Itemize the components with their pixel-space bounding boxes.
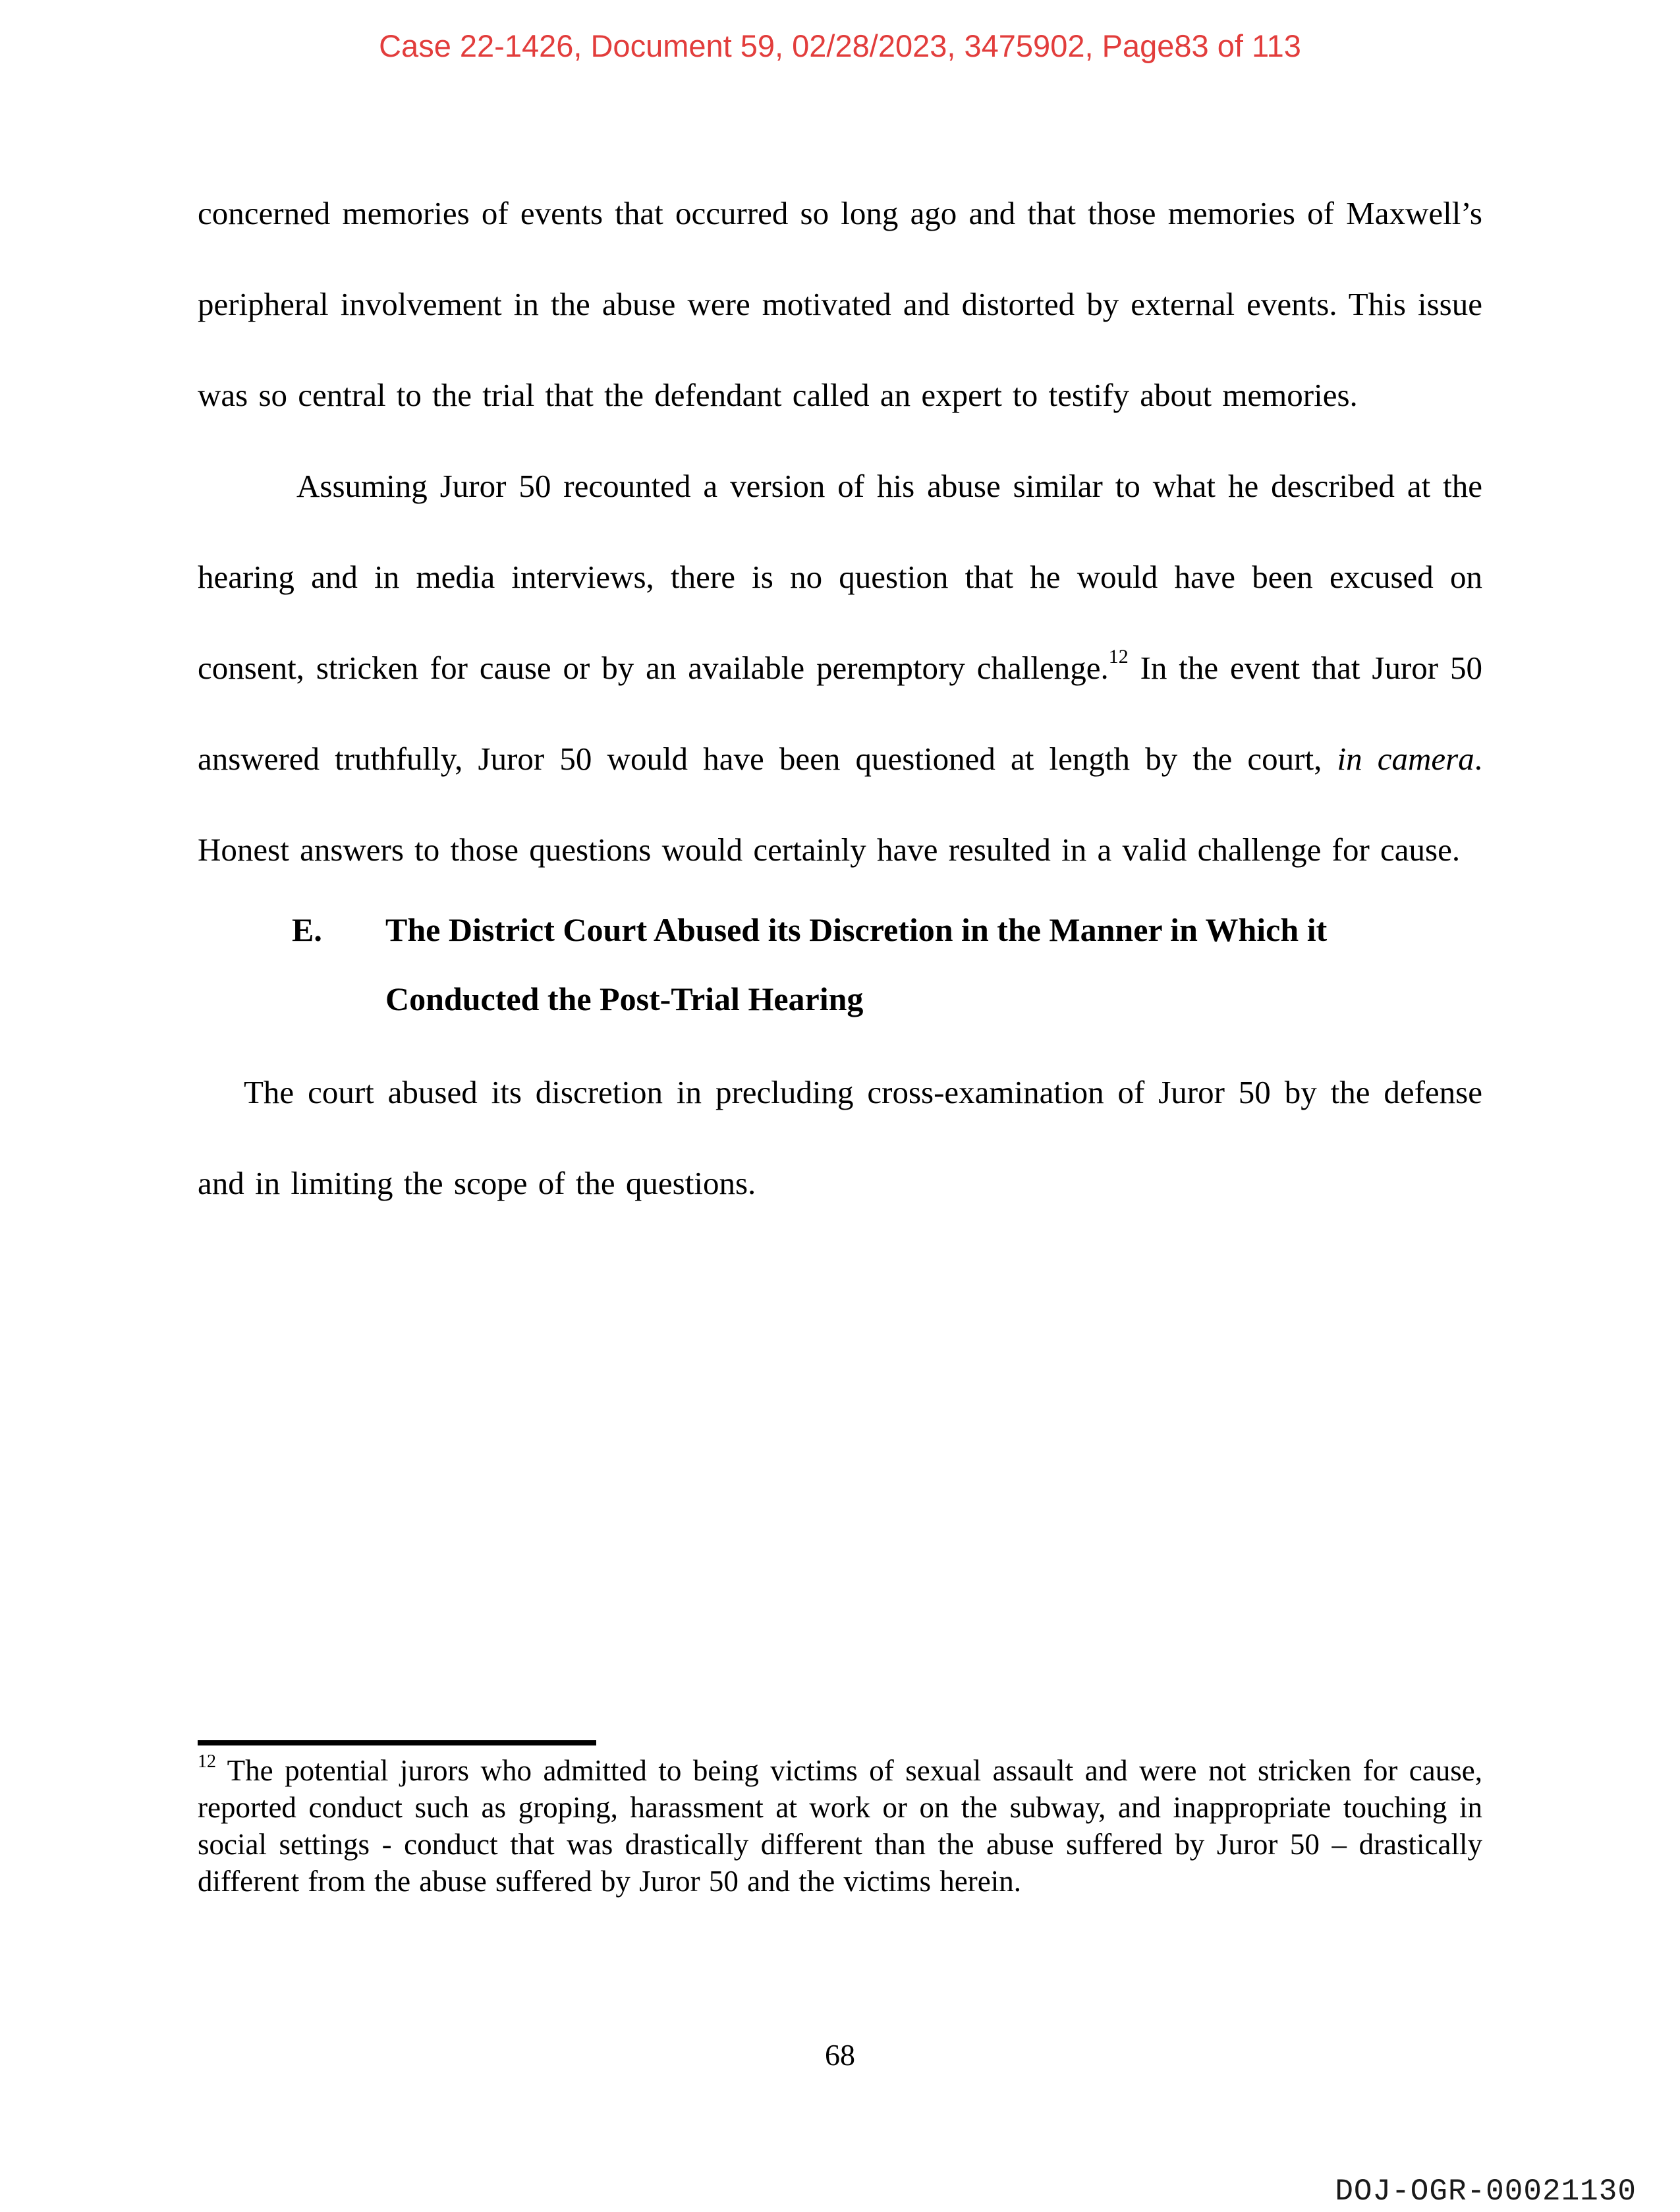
section-heading-e	[198, 895, 1482, 1034]
footnote-12	[198, 1752, 1482, 1900]
footnote-block	[198, 1740, 1482, 1900]
section-heading-e-label: E.	[292, 911, 322, 948]
paragraph-court-abused: The court abused its discretion in precluding cross-examination of Juror 50 by the defense and in limiting the scope of the questions.	[198, 1074, 1482, 1201]
footnote-12-number: 12	[198, 1751, 216, 1772]
latin-phrase-in-camera: in camera	[1337, 741, 1474, 777]
paragraph-assuming-juror-text-2: In the event that Juror 50 answered truthfully, Juror 50 would have been questioned at length by the court,	[198, 650, 1482, 777]
paragraph-assuming-juror	[198, 441, 1482, 895]
page-number: 68	[825, 2038, 855, 2072]
section-heading-e-line1: The District Court Abused its Discretion in the Manner in Which	[385, 911, 1299, 948]
bates-number: DOJ-OGR-00021130	[1335, 2174, 1637, 2209]
section-heading-e-title	[385, 895, 1482, 1034]
paragraph-assuming-juror-text-3: . Honest answers to those questions would certainly have resulted in a valid challenge for cause.	[198, 741, 1482, 868]
footnote-reference-12: 12	[1108, 646, 1129, 667]
footnote-separator-rule	[198, 1740, 596, 1745]
case-stamp-header: Case 22-1426, Document 59, 02/28/2023, 3475902, Page83 of 113	[379, 28, 1301, 63]
paragraph-assuming-juror-text-1: Assuming Juror 50 recounted a version of his abuse similar to what he described at the hearing and in media interviews, there is no question that he would have been excused on consent, stricken for cause or by an available peremptory challenge.	[198, 468, 1482, 686]
body-text-block	[198, 168, 1482, 1229]
footnote-12-text: The potential jurors who admitted to being victims of sexual assault and were not stricken for cause, reported conduct such as groping, harassment at work or on the subway, and inappropriate touching in social settings - conduct that was drastically different than the abuse suffered by Juror 50 – drastically different from the abuse suffered by Juror 50 and the victims herein.	[198, 1754, 1482, 1898]
section-heading-e-line2: it Conducted the Post-Trial Hearing	[385, 911, 1328, 1017]
paragraph-continued: concerned memories of events that occurred so long ago and that those memories of Maxwell’s peripheral involvement in the abuse were motivated and distorted by external events. This issue was so central to the trial that the defendant called an expert to testify about memories.	[198, 195, 1482, 413]
